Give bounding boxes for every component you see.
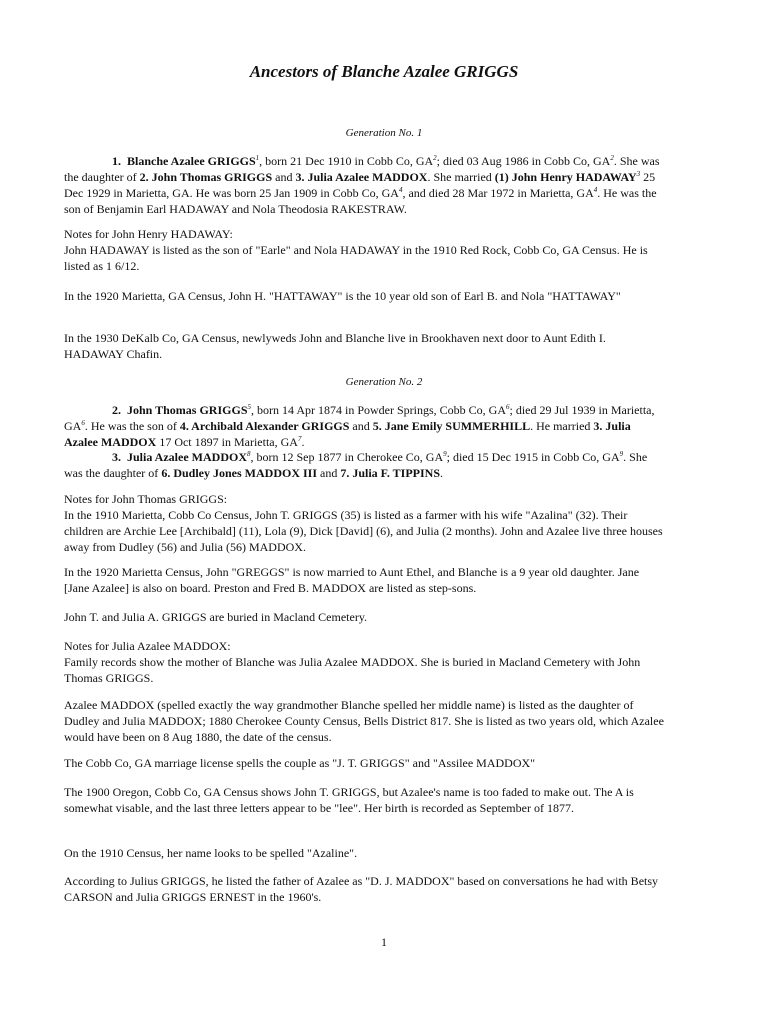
page-number: 1 [381,935,387,949]
entry-1-number: 1. [112,154,121,168]
entry-text: . He was the son of [84,419,180,433]
entry-1-spouse: (1) John Henry HADAWAY [494,170,637,184]
entry-text: and [272,170,296,184]
entry-2 [64,402,664,450]
entry-1-name: Blanche Azalee GRIGGS [127,154,256,168]
entry-2-spouse: 3. Julia Azalee MADDOX [64,419,631,449]
entry-3 [64,449,664,481]
footnote-ref: 5 [247,403,251,411]
entry-3-father: 6. Dudley Jones MADDOX III [161,466,317,480]
entry-text: ; died 15 Dec 1915 in Cobb Co, GA [446,450,620,464]
notes-john-thomas-griggs-heading: Notes for John Thomas GRIGGS: [64,492,228,506]
entry-3-mother: 7. Julia F. TIPPINS [340,466,441,480]
entry-1-mother: 3. Julia Azalee MADDOX [295,170,428,184]
footnote-ref: 3 [636,170,641,178]
entry-text: . She was the daughter of [64,450,648,480]
entry-2-number: 2. [112,403,121,417]
entry-text: ; died 03 Aug 1986 in Cobb Co, GA [436,154,611,168]
generation-2-heading: Generation No. 2 [345,376,423,388]
footnote-ref: 9 [443,450,447,458]
notes-paragraph: In the 1920 Marietta, GA Census, John H. "HATTAWAY" is the 10 year old son of Earl B. and Nola "HATTAWAY" [64,289,621,303]
notes-paragraph: In the 1920 Marietta Census, John "GREGGS" is now married to Aunt Ethel, and Blanche is a 9 year old daughter. Jane [Jane Azalee] is also on board. Preston and Fred B. MADDOX are listed as step-sons. [64,565,640,595]
entry-3-number: 3. [112,450,121,464]
notes-paragraph: The 1900 Oregon, Cobb Co, GA Census shows John T. GRIGGS, but Azalee's name is too faded to make out. The A is somewhat visable, and the last three letters appear to be "lee". Her birth is recorded as September of 1877. [64,785,634,815]
entry-2-father: 4. Archibald Alexander GRIGGS [179,419,350,433]
notes-john-henry-hadaway-heading: Notes for John Henry HADAWAY: [64,227,233,241]
entry-2-mother: 5. Jane Emily SUMMERHILL [372,419,531,433]
footnote-ref: 4 [398,186,403,194]
notes-paragraph: Azalee MADDOX (spelled exactly the way grandmother Blanche spelled her middle name) is listed as the daughter of Dudley and Julia MADDOX; 1880 Cherokee County Census, Bells District 817. She is listed as two years old, which Azalee would have been on 8 Aug 1880, the date of the census. [64,698,664,744]
notes-julia-azalee-maddox-heading: Notes for Julia Azalee MADDOX: [64,639,231,653]
entry-1 [64,153,664,217]
notes-paragraph: In the 1910 Marietta, Cobb Co Census, John T. GRIGGS (35) is listed as a farmer with his wife "Azalina" (32). Their children are Archie Lee [Archibald] (11), Lola (9), Dick [David] (6), and Julia (2 months). John and Azalee live three houses away from Dudley (56) and Julia (56) MADDOX. [64,508,663,554]
footnote-ref: 4 [593,186,598,194]
notes-paragraph: The Cobb Co, GA marriage license spells the couple as "J. T. GRIGGS" and "Assilee MADDOX" [64,756,536,770]
entry-text: , born 21 Dec 1910 in Cobb Co, GA [259,154,434,168]
entry-text: and [317,466,341,480]
footnote-ref: 7 [297,435,302,443]
footnote-ref: 2 [610,154,614,162]
entry-text: ; died 29 Jul 1939 in Marietta, GA [64,403,655,433]
entry-text: 25 Dec 1929 in Marietta, GA. He was born 25 Jan 1909 in Cobb Co, GA [64,170,656,200]
entry-text: . She was the daughter of [64,154,660,184]
entry-text: . He married [530,419,594,433]
entry-text: . She married [427,170,495,184]
entry-3-name: Julia Azalee MADDOX [127,450,247,464]
notes-paragraph: On the 1910 Census, her name looks to be spelled "Azaline". [64,846,358,860]
entry-text: . [440,466,444,480]
footnote-ref: 6 [506,403,510,411]
entry-text: 17 Oct 1897 in Marietta, GA [156,435,298,449]
footnote-ref: 9 [619,450,624,458]
notes-paragraph: John T. and Julia A. GRIGGS are buried in Macland Cemetery. [64,610,368,624]
footnote-ref: 1 [255,154,260,162]
entry-2-name: John Thomas GRIGGS [127,403,248,417]
footnote-ref: 6 [81,419,85,427]
entry-text: . He was the son of Benjamin Earl HADAWAY and Nola Theodosia RAKESTRAW. [64,186,657,216]
generation-1-heading: Generation No. 1 [345,127,423,139]
entry-1-father: 2. John Thomas GRIGGS [139,170,273,184]
footnote-ref: 8 [246,450,251,458]
footnote-ref: 2 [433,154,437,162]
entry-text: , and died 28 Mar 1972 in Marietta, GA [402,186,594,200]
entry-text: , born 14 Apr 1874 in Powder Springs, Cobb Co, GA [251,403,507,417]
notes-paragraph: According to Julius GRIGGS, he listed the father of Azalee as "D. J. MADDOX" based on conversations he had with Betsy CARSON and Julia GRIGGS ERNEST in the 1960's. [64,874,659,904]
notes-paragraph: Family records show the mother of Blanche was Julia Azalee MADDOX. She is buried in Macland Cemetery with John Thomas GRIGGS. [64,655,641,685]
notes-paragraph: In the 1930 DeKalb Co, GA Census, newlyweds John and Blanche live in Brookhaven next door to Aunt Edith I. HADAWAY Chafin. [64,331,606,361]
entry-text: and [349,419,373,433]
entry-text: , born 12 Sep 1877 in Cherokee Co, GA [250,450,444,464]
document-title: Ancestors of Blanche Azalee GRIGGS [249,62,519,81]
entry-text: . [301,435,305,449]
notes-paragraph: John HADAWAY is listed as the son of "Earle" and Nola HADAWAY in the 1910 Red Rock, Cobb Co, GA Census. He is listed as 1 6/12. [64,243,648,273]
